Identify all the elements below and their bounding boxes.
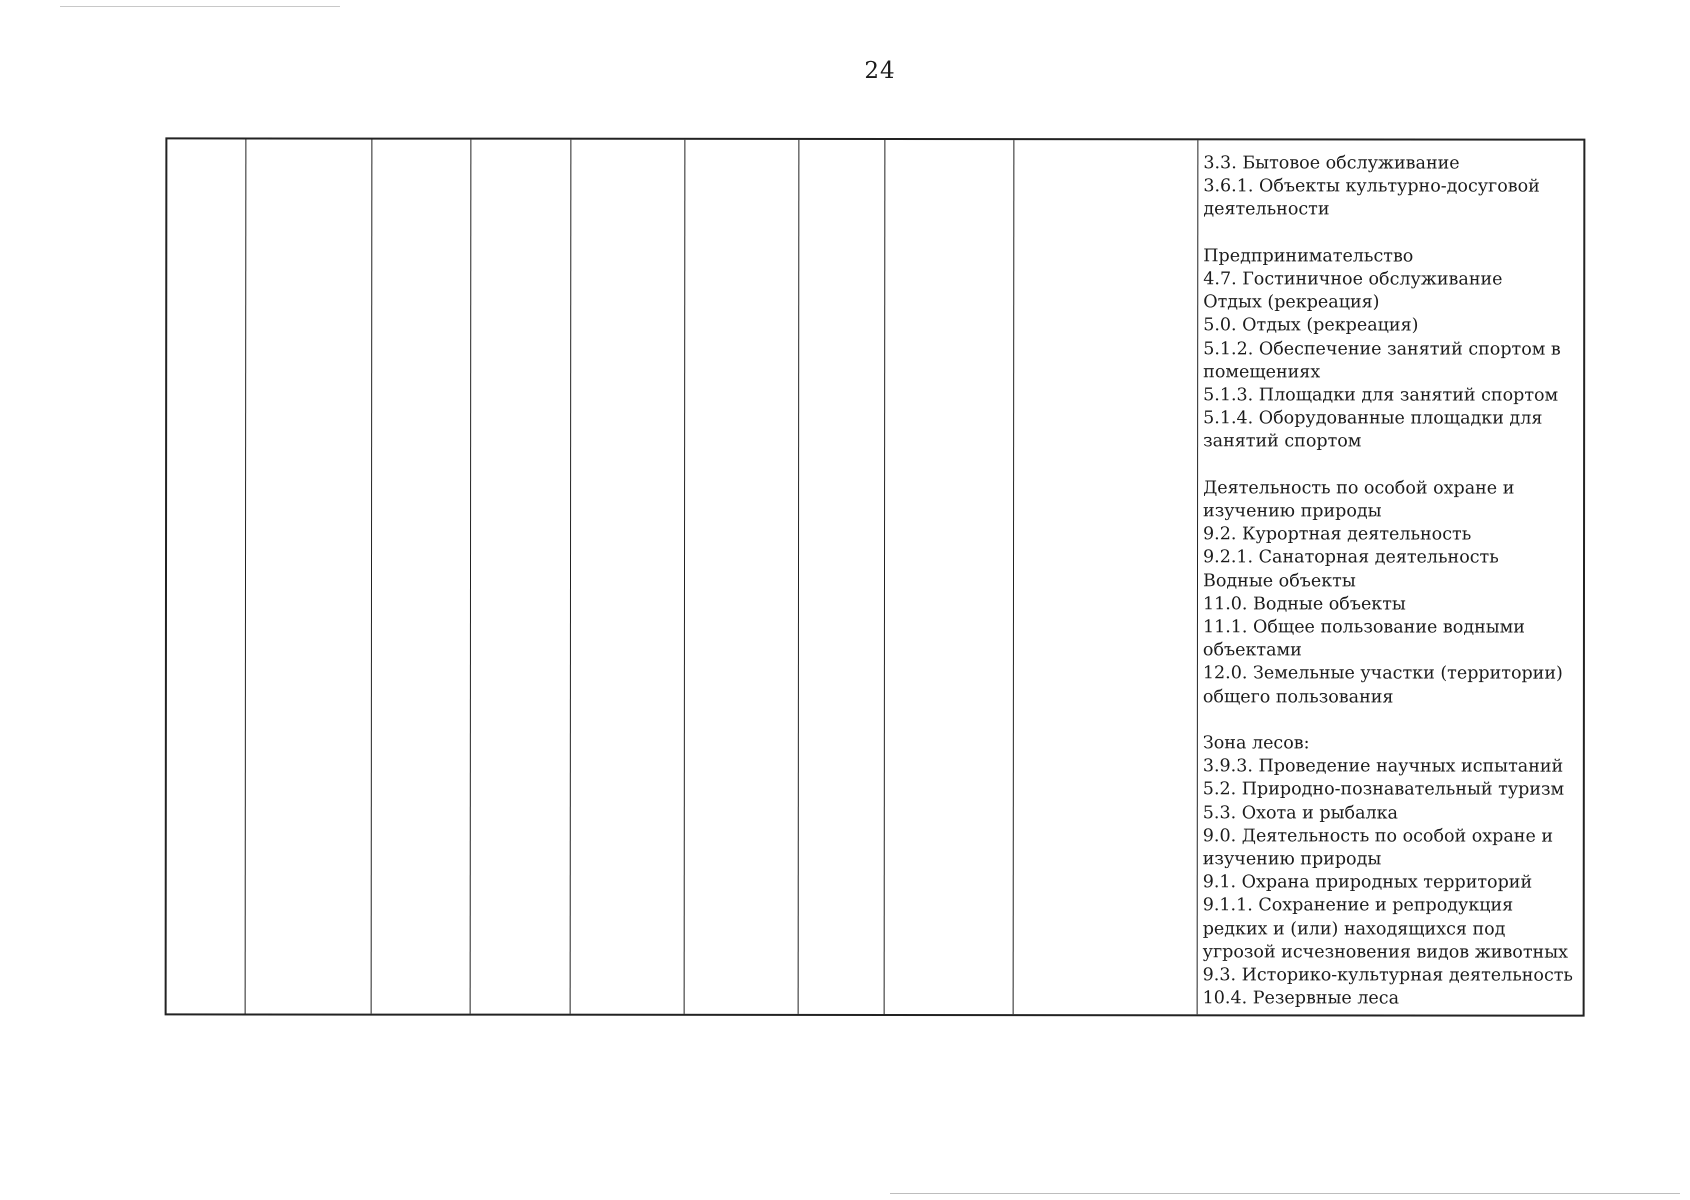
use-line: Предпринимательство bbox=[1203, 246, 1414, 267]
use-line: 5.2. Природно-познавательный туризм bbox=[1202, 779, 1565, 801]
column-divider bbox=[371, 140, 373, 1014]
use-line: 5.1.4. Оборудованные площадки для занятий спортом bbox=[1203, 408, 1543, 452]
table bbox=[165, 137, 1586, 1016]
column-divider bbox=[470, 140, 472, 1014]
use-line: Водные объекты bbox=[1202, 570, 1356, 592]
use-line: 3.6.1. Объекты культурно-досуговой деятельности bbox=[1203, 176, 1540, 220]
use-line: 5.3. Охота и рыбалка bbox=[1202, 802, 1399, 824]
use-line: 3.3. Бытовое обслуживание bbox=[1203, 153, 1460, 174]
use-line: 4.7. Гостиничное обслуживание bbox=[1203, 269, 1503, 290]
page-number: 24 bbox=[864, 58, 896, 84]
use-line: 12.0. Земельные участки (территории) общего пользования bbox=[1202, 663, 1563, 708]
use-line: 11.0. Водные объекты bbox=[1202, 594, 1406, 615]
spacer bbox=[1203, 222, 1575, 246]
use-line: 3.9.3. Проведение научных испытаний bbox=[1202, 756, 1564, 777]
scan-artifact-bottom bbox=[890, 1193, 1680, 1194]
permitted-uses-cell bbox=[1197, 140, 1584, 1014]
use-line: 9.3. Историко-культурная деятельность bbox=[1202, 965, 1573, 986]
use-line: 9.2.1. Санаторная деятельность bbox=[1203, 547, 1499, 568]
column-divider bbox=[684, 140, 686, 1014]
use-line: Зона лесов: bbox=[1202, 733, 1310, 754]
column-divider bbox=[570, 140, 572, 1014]
use-line: 5.1.3. Площадки для занятий спортом bbox=[1203, 385, 1559, 406]
use-line: 9.0. Деятельность по особой охране и изучению природы bbox=[1202, 826, 1554, 870]
use-line: 11.1. Общее пользование водными объектами bbox=[1202, 617, 1525, 661]
column-divider bbox=[798, 140, 800, 1014]
use-line: 9.1. Охрана природных территорий bbox=[1202, 872, 1533, 893]
column-divider bbox=[1013, 140, 1015, 1014]
use-line: 9.2. Курортная деятельность bbox=[1203, 524, 1472, 545]
column-divider bbox=[245, 139, 247, 1013]
use-line: Деятельность по особой охране и изучению природы bbox=[1203, 478, 1515, 522]
use-line: 9.1.1. Сохранение и репродукция редких и (или) находящихся под угрозой исчезновения видов животных bbox=[1202, 895, 1569, 963]
use-line: 5.1.2. Обеспечение занятий спортом в помещениях bbox=[1203, 338, 1561, 383]
scan-artifact-top bbox=[60, 6, 340, 7]
column-divider bbox=[884, 140, 886, 1014]
use-line: Отдых (рекреация) bbox=[1203, 292, 1380, 313]
spacer bbox=[1203, 454, 1575, 478]
use-line: 5.0. Отдых (рекреация) bbox=[1203, 315, 1419, 336]
use-line: 10.4. Резервные леса bbox=[1202, 988, 1400, 1009]
spacer bbox=[1203, 709, 1575, 733]
